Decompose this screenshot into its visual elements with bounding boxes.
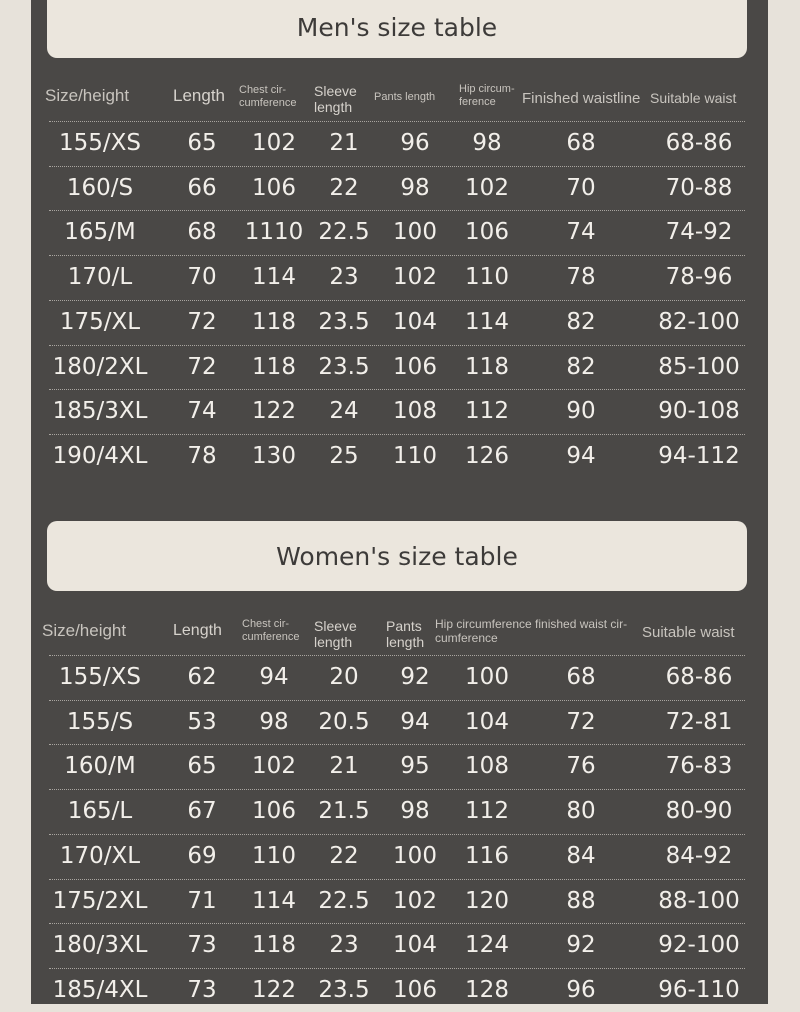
table-cell: 71 <box>187 887 217 914</box>
table-cell: 185/4XL <box>52 976 148 1003</box>
table-cell: 112 <box>465 798 509 825</box>
table-row <box>0 834 800 878</box>
table-cell: 21 <box>329 130 359 156</box>
table-row <box>0 389 800 433</box>
women-size-table-title: Women's size table <box>276 541 518 571</box>
header-suitable-waist: Suitable waist <box>642 624 735 641</box>
table-cell: 106 <box>252 798 296 825</box>
table-cell: 69 <box>187 842 217 869</box>
table-cell: 94 <box>259 664 289 690</box>
table-cell: 96 <box>400 130 430 156</box>
table-row <box>0 923 800 967</box>
table-cell: 102 <box>393 887 437 914</box>
table-cell: 68 <box>566 664 596 690</box>
table-cell: 110 <box>465 264 509 291</box>
table-cell: 155/XS <box>58 664 141 690</box>
table-row <box>0 879 800 923</box>
header-length: Length <box>173 86 225 105</box>
table-cell: 118 <box>252 353 296 380</box>
table-cell: 90 <box>566 398 596 425</box>
table-cell: 78 <box>187 442 217 469</box>
table-cell: 70-88 <box>665 174 733 201</box>
table-cell: 108 <box>393 398 437 425</box>
table-cell: 104 <box>393 308 437 335</box>
header-sleeve-length: Sleeve length <box>314 618 357 651</box>
table-cell: 114 <box>252 264 296 291</box>
table-cell: 102 <box>252 753 296 780</box>
table-cell: 22.5 <box>318 219 370 246</box>
table-cell: 106 <box>465 219 509 246</box>
table-row <box>0 210 800 254</box>
table-cell: 90-108 <box>658 398 740 425</box>
table-cell: 80 <box>566 798 596 825</box>
men-size-table-title: Men's size table <box>296 12 498 42</box>
table-cell: 65 <box>187 130 217 156</box>
table-cell: 72 <box>187 353 217 380</box>
table-cell: 100 <box>393 842 437 869</box>
table-cell: 92 <box>566 932 596 959</box>
table-cell: 53 <box>187 708 217 735</box>
table-cell: 124 <box>465 932 509 959</box>
table-cell: 68 <box>566 130 596 156</box>
table-cell: 85-100 <box>658 353 740 380</box>
table-cell: 22 <box>329 174 359 201</box>
header-size-height: Size/height <box>42 621 127 640</box>
table-cell: 190/4XL <box>52 442 148 469</box>
table-cell: 84 <box>566 842 596 869</box>
men-size-table-banner <box>47 0 747 58</box>
table-cell: 116 <box>465 842 509 869</box>
table-row <box>0 255 800 299</box>
table-cell: 68-86 <box>665 130 733 156</box>
table-cell: 102 <box>465 174 509 201</box>
table-cell: 23 <box>329 932 359 959</box>
table-cell: 82 <box>566 308 596 335</box>
table-cell: 88-100 <box>658 887 740 914</box>
table-cell: 110 <box>252 842 296 869</box>
table-cell: 98 <box>400 174 430 201</box>
table-cell: 155/XS <box>58 130 141 156</box>
table-cell: 185/3XL <box>52 398 148 425</box>
table-cell: 180/2XL <box>52 353 148 380</box>
table-cell: 78-96 <box>665 264 733 291</box>
table-cell: 110 <box>393 442 437 469</box>
table-row <box>0 789 800 833</box>
table-cell: 98 <box>259 708 289 735</box>
table-cell: 106 <box>393 353 437 380</box>
table-cell: 128 <box>465 976 509 1003</box>
table-row <box>0 968 800 1012</box>
table-cell: 74 <box>187 398 217 425</box>
header-size-height: Size/height <box>45 86 130 105</box>
table-cell: 23.5 <box>318 308 370 335</box>
table-row <box>0 166 800 210</box>
men-table-header <box>0 80 800 126</box>
table-cell: 106 <box>393 976 437 1003</box>
table-cell: 72 <box>566 708 596 735</box>
table-cell: 175/XL <box>59 308 141 335</box>
women-table-header <box>0 614 800 660</box>
table-cell: 74-92 <box>665 219 733 246</box>
table-cell: 102 <box>393 264 437 291</box>
table-cell: 160/M <box>64 753 136 780</box>
table-row <box>0 300 800 344</box>
table-cell: 80-90 <box>665 798 733 825</box>
table-cell: 126 <box>465 442 509 469</box>
table-cell: 21.5 <box>318 798 370 825</box>
table-cell: 102 <box>252 130 296 156</box>
table-cell: 122 <box>252 398 296 425</box>
header-pants-length: Pants length <box>386 618 425 651</box>
table-cell: 68 <box>187 219 217 246</box>
table-cell: 94 <box>400 708 430 735</box>
table-cell: 98 <box>400 798 430 825</box>
table-cell: 118 <box>252 308 296 335</box>
table-cell: 76-83 <box>665 753 733 780</box>
table-cell: 25 <box>329 442 359 469</box>
table-cell: 20 <box>329 664 359 690</box>
table-cell: 120 <box>465 887 509 914</box>
header-hip-and-waist-circumference: Hip circumference finished waist cir- cumference <box>435 617 628 645</box>
table-cell: 104 <box>465 708 509 735</box>
header-hip-circumference: Hip circum- ference <box>459 83 515 108</box>
table-cell: 118 <box>252 932 296 959</box>
table-cell: 170/L <box>67 264 133 291</box>
table-row <box>0 434 800 478</box>
table-cell: 170/XL <box>59 842 141 869</box>
table-cell: 112 <box>465 398 509 425</box>
table-cell: 70 <box>566 174 596 201</box>
table-cell: 74 <box>566 219 596 246</box>
table-cell: 20.5 <box>318 708 370 735</box>
table-cell: 130 <box>252 442 296 469</box>
table-row <box>0 121 800 165</box>
table-row <box>0 700 800 744</box>
table-cell: 84-92 <box>665 842 733 869</box>
table-cell: 24 <box>329 398 359 425</box>
women-size-table-banner <box>47 521 747 591</box>
header-chest-circumference: Chest cir- cumference <box>239 84 297 109</box>
table-cell: 88 <box>566 887 596 914</box>
header-finished-waistline: Finished waistline <box>522 90 641 107</box>
table-cell: 114 <box>252 887 296 914</box>
table-cell: 23.5 <box>318 976 370 1003</box>
table-cell: 21 <box>329 753 359 780</box>
table-cell: 70 <box>187 264 217 291</box>
table-cell: 175/2XL <box>52 887 148 914</box>
table-row <box>0 345 800 389</box>
table-cell: 23 <box>329 264 359 291</box>
table-row <box>0 655 800 699</box>
table-cell: 155/S <box>66 708 134 735</box>
table-cell: 73 <box>187 932 217 959</box>
table-cell: 23.5 <box>318 353 370 380</box>
table-cell: 62 <box>187 664 217 690</box>
header-suitable-waist: Suitable waist <box>650 90 737 106</box>
table-cell: 92-100 <box>658 932 740 959</box>
table-row <box>0 744 800 788</box>
table-cell: 100 <box>393 219 437 246</box>
table-cell: 98 <box>472 130 502 156</box>
table-cell: 94 <box>566 442 596 469</box>
table-cell: 165/M <box>64 219 136 246</box>
table-cell: 67 <box>187 798 217 825</box>
table-cell: 100 <box>465 664 509 690</box>
table-cell: 66 <box>187 174 217 201</box>
table-cell: 72-81 <box>665 708 733 735</box>
table-cell: 96 <box>566 976 596 1003</box>
table-cell: 68-86 <box>665 664 733 690</box>
table-cell: 106 <box>252 174 296 201</box>
table-cell: 96-110 <box>658 976 740 1003</box>
header-length: Length <box>173 622 222 639</box>
table-cell: 82 <box>566 353 596 380</box>
table-cell: 92 <box>400 664 430 690</box>
table-cell: 108 <box>465 753 509 780</box>
table-cell: 160/S <box>66 174 134 201</box>
table-cell: 114 <box>465 308 509 335</box>
table-cell: 122 <box>252 976 296 1003</box>
table-cell: 76 <box>566 753 596 780</box>
table-cell: 180/3XL <box>52 932 148 959</box>
table-cell: 22 <box>329 842 359 869</box>
header-pants-length: Pants length <box>374 91 436 103</box>
header-sleeve-length: Sleeve length <box>314 83 357 116</box>
header-chest-circumference: Chest cir- cumference <box>242 618 300 643</box>
table-cell: 73 <box>187 976 217 1003</box>
table-cell: 82-100 <box>658 308 740 335</box>
table-cell: 104 <box>393 932 437 959</box>
table-cell: 72 <box>187 308 217 335</box>
table-cell: 95 <box>400 753 430 780</box>
table-cell: 118 <box>465 353 509 380</box>
table-cell: 1110 <box>244 219 304 246</box>
table-cell: 165/L <box>67 798 133 825</box>
table-cell: 78 <box>566 264 596 291</box>
table-cell: 22.5 <box>318 887 370 914</box>
table-cell: 94-112 <box>658 442 740 469</box>
table-cell: 65 <box>187 753 217 780</box>
